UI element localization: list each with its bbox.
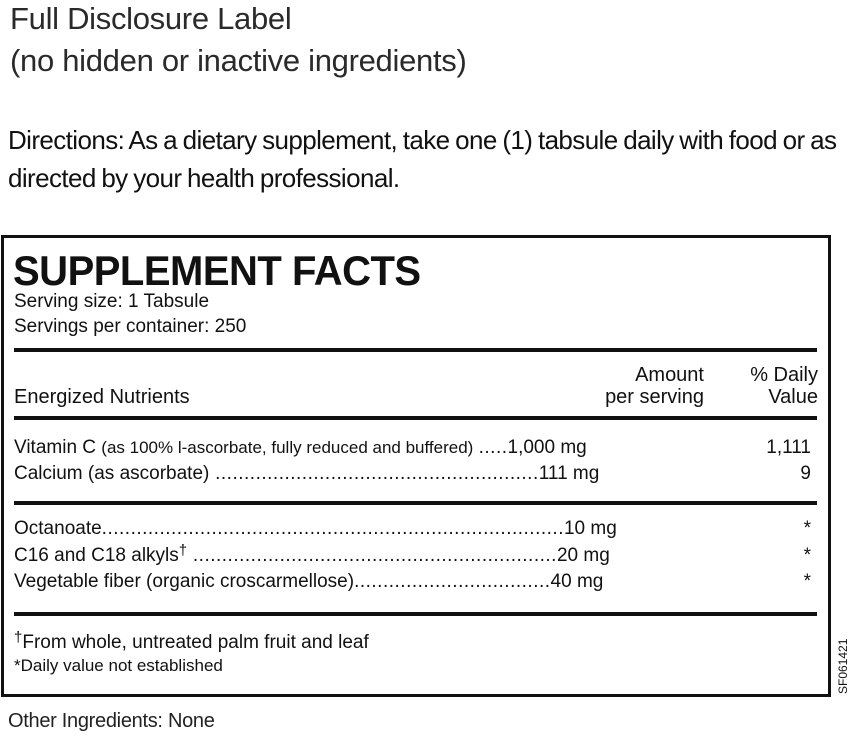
nutrient-name [14, 516, 684, 542]
servings-per-container: Servings per container: 250 [14, 316, 247, 337]
footnote-dagger-text: From whole, untreated palm fruit and leaf [22, 632, 369, 653]
facts-title: SUPPLEMENT FACTS [13, 248, 421, 295]
header-title: Full Disclosure Label [10, 1, 292, 36]
other-ingredients: Other Ingredients: None [8, 710, 215, 732]
leader-dots: ............................................................... [187, 545, 557, 566]
nutrient-amount: 111 mg [538, 463, 600, 484]
dagger-mark: † [178, 543, 188, 559]
column-header-amount-line1: Amount [635, 364, 704, 386]
nutrient-label: C16 and C18 alkyls [14, 545, 179, 566]
column-header-dv-line2: Value [768, 386, 818, 408]
side-code: SF061421 [836, 638, 850, 694]
leader-dots: .................................. [354, 571, 551, 592]
nutrient-name [14, 435, 684, 461]
divider-rule [14, 416, 817, 420]
nutrient-daily-value: 1,111 [766, 437, 811, 458]
nutrient-daily-value: * [803, 518, 811, 539]
dagger-mark: † [14, 629, 23, 646]
nutrient-label: Calcium (as ascorbate) [14, 463, 210, 484]
nutrient-label: Vegetable fiber (organic croscarmellose) [14, 571, 355, 592]
nutrient-amount: 40 mg [550, 571, 604, 592]
nutrient-name [14, 461, 684, 487]
leader-dots: ........................................................ [209, 463, 539, 484]
supplement-facts-panel [1, 235, 831, 697]
divider-rule [14, 612, 817, 616]
nutrient-amount: 1,000 mg [507, 437, 587, 458]
directions-text: Directions: As a dietary supplement, take one (1) tabsule daily with food or as directed by your health professional. [8, 125, 837, 193]
nutrient-row-calcium [14, 461, 817, 487]
nutrient-name [14, 569, 684, 595]
nutrient-daily-value: * [803, 571, 811, 592]
nutrient-row-octanoate [14, 516, 817, 542]
leader-dots: ..... [478, 437, 508, 458]
nutrient-row-alkyls [14, 543, 817, 569]
nutrient-daily-value: * [803, 545, 811, 566]
nutrient-label: Vitamin C [14, 437, 97, 458]
nutrient-daily-value: 9 [800, 463, 811, 484]
column-header-nutrients: Energized Nutrients [14, 386, 190, 408]
footnote-dagger [14, 631, 369, 655]
header-subtitle: (no hidden or inactive ingredients) [10, 43, 467, 78]
nutrient-row-vitamin-c [14, 435, 817, 461]
serving-size: Serving size: 1 Tabsule [14, 291, 210, 312]
nutrient-label: Octanoate [14, 518, 102, 539]
nutrient-amount: 10 mg [563, 518, 617, 539]
column-header-amount [564, 364, 704, 408]
divider-rule [14, 501, 817, 505]
nutrient-name [14, 543, 684, 569]
nutrient-amount: 20 mg [556, 545, 610, 566]
column-header-daily-value [734, 364, 818, 408]
nutrient-qualifier: (as 100% l-ascorbate, fully reduced and buffered) [101, 438, 474, 457]
column-header-dv-line1: % Daily [750, 364, 818, 386]
column-header-amount-line2: per serving [605, 386, 704, 408]
leader-dots: ................................................................................ [101, 518, 564, 539]
footnote-star: *Daily value not established [14, 656, 223, 675]
nutrient-row-vegetable-fiber [14, 569, 817, 595]
divider-rule [14, 348, 817, 352]
